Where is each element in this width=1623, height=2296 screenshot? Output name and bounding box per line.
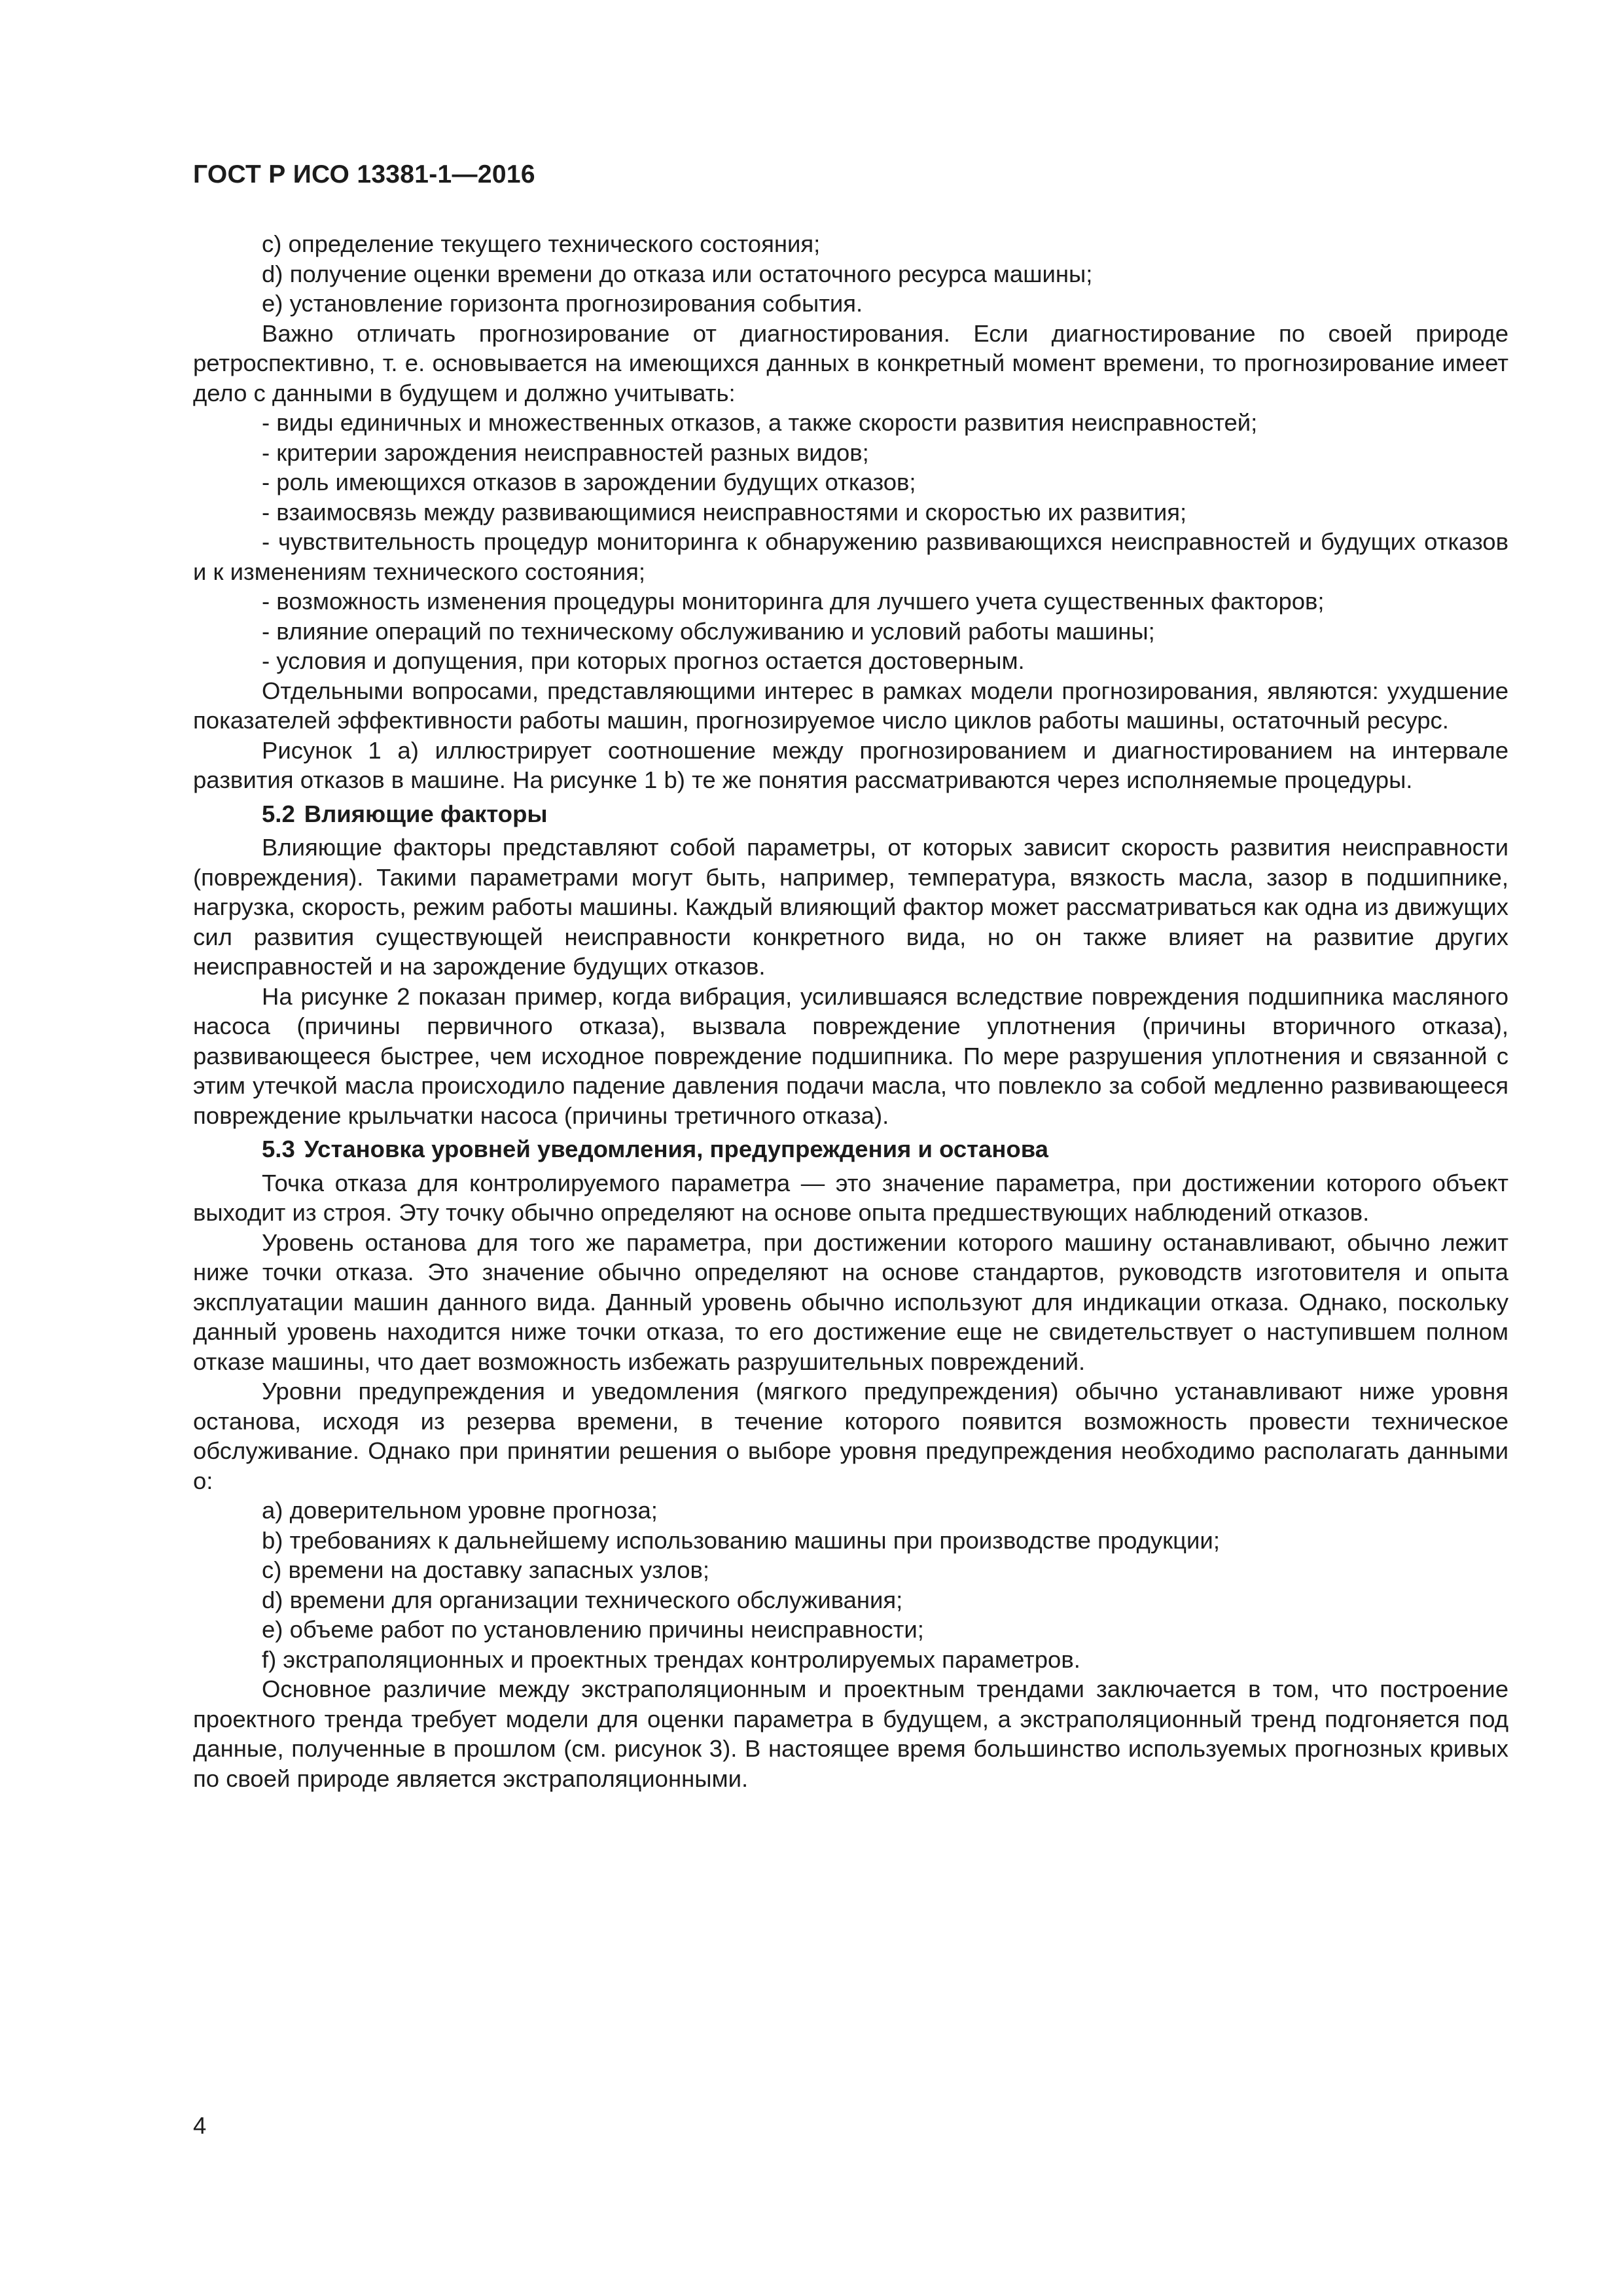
- list-item: f) экстраполяционных и проектных трендах контролируемых параметров.: [262, 1645, 1080, 1673]
- section-number: 5.3: [262, 1136, 295, 1162]
- document-code-header: ГОСТ Р ИСО 13381-1—2016: [193, 160, 535, 188]
- paragraph: На рисунке 2 показан пример, когда вибрация, усилившаяся вследствие повреждения подшипника масляного насоса (причины первичного отказа), вызвала повреждение уплотнения (причины вторичного отказа), развивающееся быстрее, чем исходное повреждение подшипника. По мере разрушения уплотнения и связанной с этим утечкой масла происходило падение давления подачи масла, что повлекло за собой медленно развивающееся повреждение крыльчатки насоса (причины третичного отказа).: [193, 982, 1508, 1129]
- section-heading-5-2: [193, 799, 1508, 829]
- dash-list-item: - возможность изменения процедуры мониторинга для лучшего учета существенных факторов;: [262, 588, 1325, 615]
- paragraph: Точка отказа для контролируемого параметра — это значение параметра, при достижении которого объект выходит из строя. Эту точку обычно определяют на основе опыта предшествующих наблюдений отказов.: [193, 1169, 1508, 1226]
- list-item: e) объеме работ по установлению причины неисправности;: [262, 1616, 924, 1643]
- list-item: d) времени для организации технического обслуживания;: [262, 1586, 903, 1613]
- paragraph: Основное различие между экстраполяционным и проектным трендами заключается в том, что построение проектного тренда требует модели для оценки параметра в будущем, а экстраполяционный тренд подгоняется под данные, полученные в прошлом (см. рисунок 3). В настоящее время большинство используемых прогнозных кривых по своей природе является экстраполяционными.: [193, 1676, 1508, 1792]
- section-number: 5.2: [262, 800, 295, 827]
- paragraph: Отдельными вопросами, представляющими интерес в рамках модели прогнозирования, являются: ухудшение показателей эффективности работы машин, прогнозируемое число циклов работы машины, остаточный ресурс.: [193, 677, 1508, 734]
- paragraph: Влияющие факторы представляют собой параметры, от которых зависит скорость развития неисправности (повреждения). Такими параметрами могут быть, например, температура, вязкость масла, зазор в подшипнике, нагрузка, скорость, режим работы машины. Каждый влияющий фактор может рассматриваться как одна из движущих сил развития существующей неисправности конкретного вида, но он также влияет на развитие других неисправностей и на зарождение будущих отказов.: [193, 834, 1508, 980]
- dash-list-item: - чувствительность процедур мониторинга к обнаружению развивающихся неисправностей и будущих отказов и к изменениям технического состояния;: [193, 528, 1508, 585]
- dash-list-item: - взаимосвязь между развивающимися неисправностями и скоростью их развития;: [262, 498, 1187, 526]
- dash-list-item: - критерии зарождения неисправностей разных видов;: [262, 439, 869, 466]
- dash-list-item: - виды единичных и множественных отказов, а также скорости развития неисправностей;: [262, 409, 1258, 436]
- page-number: 4: [193, 2112, 207, 2139]
- list-item: d) получение оценки времени до отказа или остаточного ресурса машины;: [262, 260, 1093, 287]
- section-heading-5-3: [193, 1134, 1508, 1164]
- dash-list-item: - роль имеющихся отказов в зарождении будущих отказов;: [262, 469, 916, 495]
- list-item: a) доверительном уровне прогноза;: [262, 1497, 658, 1524]
- list-item: c) определение текущего технического состояния;: [262, 230, 821, 257]
- paragraph: Уровни предупреждения и уведомления (мягкого предупреждения) обычно устанавливают ниже уровня останова, исходя из резерва времени, в течение которого появится возможность провести техническое обслуживание. Однако при принятии решения о выборе уровня предупреждения необходимо располагать данными о:: [193, 1378, 1508, 1494]
- paragraph: Важно отличать прогнозирование от диагностирования. Если диагностирование по своей природе ретроспективно, т. е. основывается на имеющихся данных в конкретный момент времени, то прогнозирование имеет дело с данными в будущем и должно учитывать:: [193, 319, 1508, 406]
- dash-list-item: - условия и допущения, при которых прогноз остается достоверным.: [262, 647, 1025, 674]
- list-item: b) требованиях к дальнейшему использованию машины при производстве продукции;: [262, 1526, 1220, 1554]
- section-title: Влияющие факторы: [304, 800, 548, 827]
- paragraph: Уровень останова для того же параметра, при достижении которого машину останавливают, обычно лежит ниже точки отказа. Это значение обычно определяют на основе стандартов, руководств изготовителя и опыта эксплуатации машин данного вида. Данный уровень обычно используют для индикации отказа. Однако, поскольку данный уровень находится ниже точки отказа, то его достижение еще не свидетельствует о наступившем полном отказе машины, что дает возможность избежать разрушительных повреждений.: [193, 1229, 1508, 1375]
- paragraph: Рисунок 1 а) иллюстрирует соотношение между прогнозированием и диагностированием на интервале развития отказов в машине. На рисунке 1 b) те же понятия рассматриваются через исполняемые процедуры.: [193, 736, 1508, 793]
- page-content: [193, 229, 1508, 1793]
- dash-list-item: - влияние операций по техническому обслуживанию и условий работы машины;: [262, 617, 1155, 645]
- list-item: c) времени на доставку запасных узлов;: [262, 1556, 710, 1583]
- list-item: e) установление горизонта прогнозирования события.: [262, 290, 863, 317]
- section-title: Установка уровней уведомления, предупреждения и останова: [304, 1136, 1048, 1162]
